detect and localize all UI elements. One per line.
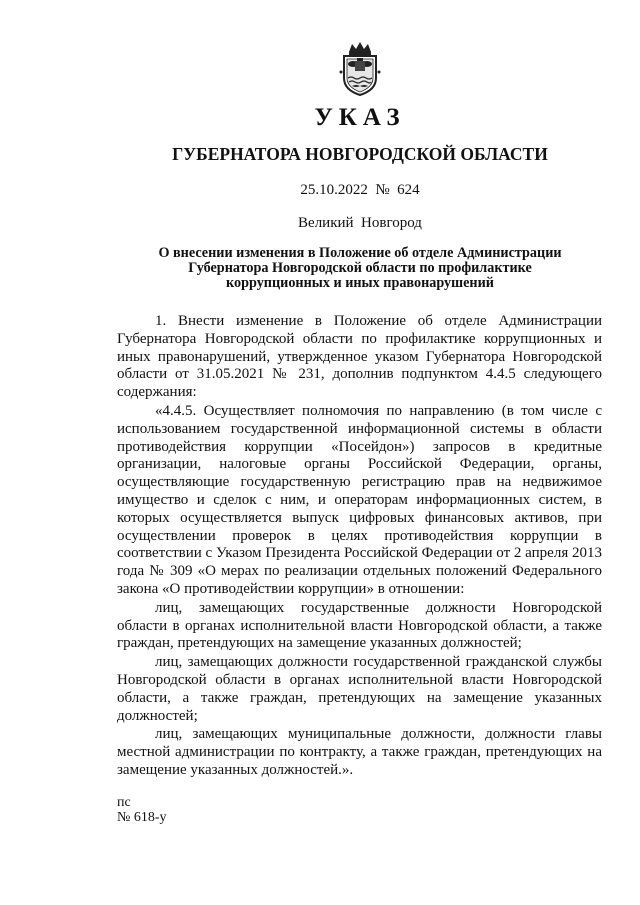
document-date-number: 25.10.2022 № 624 [300,182,420,198]
document-city: Великий Новгород [298,215,422,231]
document-heading: О внесении изменения в Положение об отделе Администрации Губернатора Новгородской области по профилактике коррупционных и иных правонарушений [158,245,562,291]
paragraph-2: «4.4.5. Осуществляет полномочия по направлению (в том числе с использованием государственной информационной системы в области противодействия коррупции «Посейдон») запросов в кредитные организации, налоговые органы Российской Федерации, органы, осуществляющие государственную регистрацию прав на недвижимое имущество и сделок с ним, и операторам информационных систем, в которых осуществляется выпуск цифровых финансовых активов, при осуществлении проверок в целях противодействия коррупции в соответствии с Указом Президента Российской Федерации от 2 апреля 2013 года № 309 «О мерах по реализации отдельных положений Федерального закона «О противодействии коррупции» в отношении: [117,402,602,597]
footnote-number: № 618-у [117,810,167,825]
document-footnote [117,795,167,825]
document-subtitle: ГУБЕРНАТОРА НОВГОРОДСКОЙ ОБЛАСТИ [172,144,548,164]
document-body [117,313,602,780]
paragraph-3: лиц, замещающих государственные должности Новгородской области в органах исполнительной власти Новгородской области, а также граждан, претендующих на замещение указанных должностей; [117,599,602,652]
paragraph-5: лиц, замещающих муниципальные должности, должности главы местной администрации по контракту, а также граждан, претендующих на замещение указанных должностей.». [117,726,602,778]
footnote-initials: пс [117,795,131,810]
paragraph-4: лиц, замещающих должности государственной гражданской службы Новгородской области в органах исполнительной власти Новгородской области, а также граждан, претендующих на замещение указанных должностей; [117,654,602,724]
coat-of-arms-icon [336,42,384,96]
document-title: УКАЗ [314,104,406,131]
paragraph-1: 1. Внести изменение в Положение об отделе Администрации Губернатора Новгородской области по профилактике коррупционных и иных правонарушений, утвержденное указом Губернатора Новгородской области от 31.05.2021 № 231, дополнив подпунктом 4.4.5 следующего содержания: [117,313,602,401]
